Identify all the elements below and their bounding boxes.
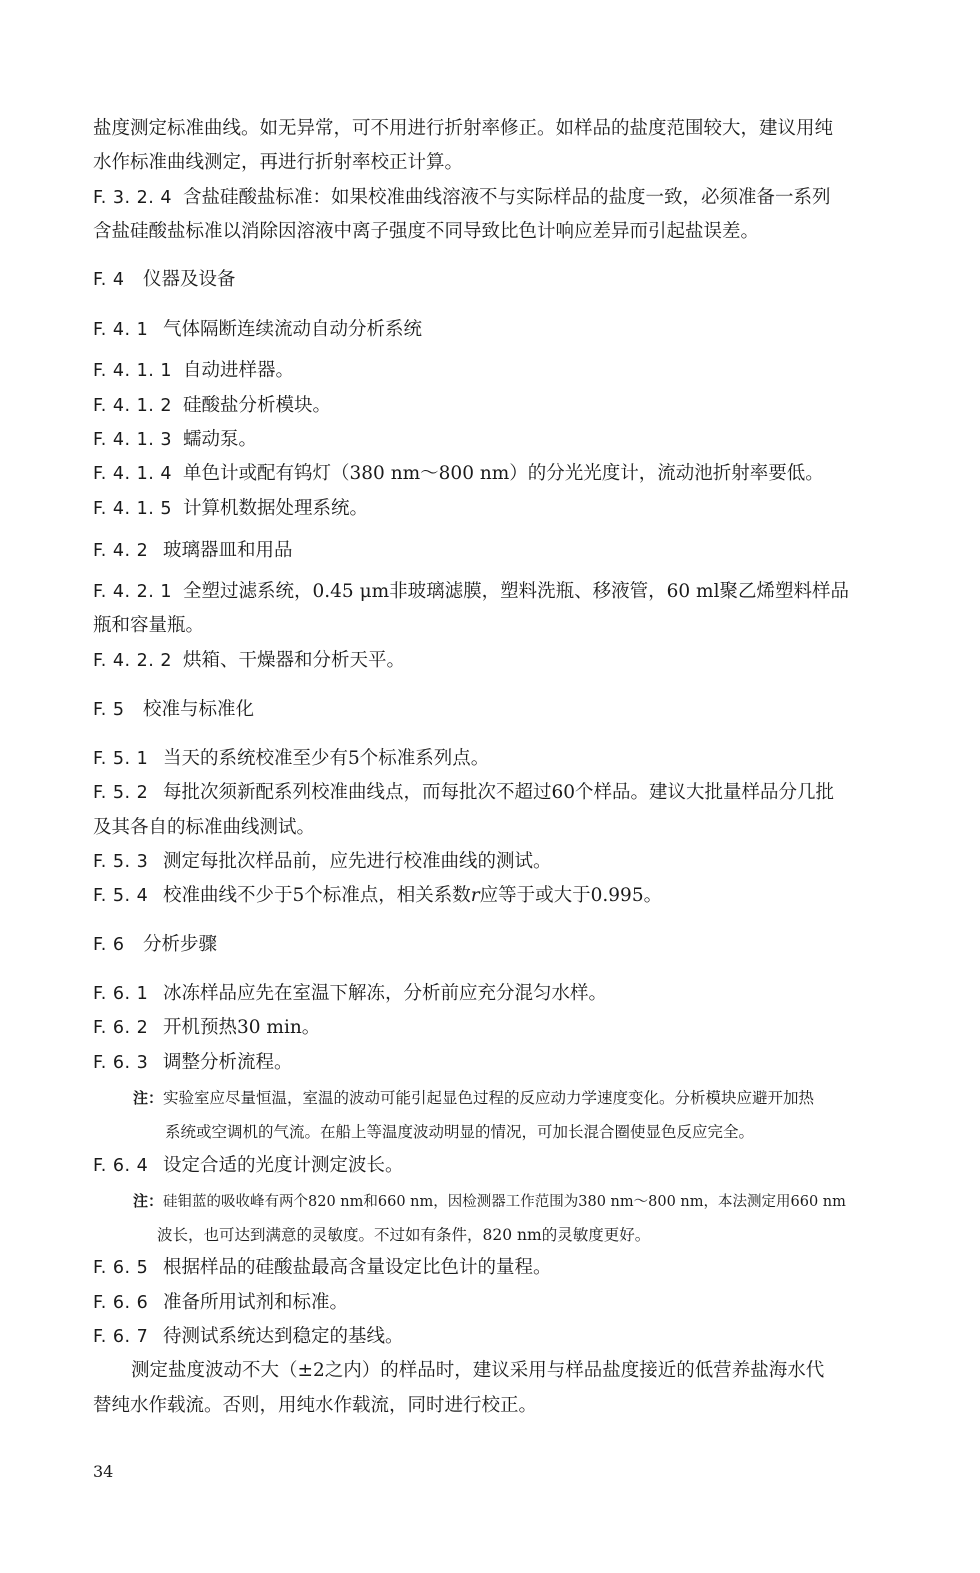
section-number: F. 4. 1: [93, 320, 149, 340]
clause-number: F. 6. 4: [93, 1156, 149, 1176]
section-number: F. 5: [93, 700, 125, 720]
clause-symbol-r: r: [470, 885, 480, 906]
subsection-heading-f4-1: [93, 318, 893, 342]
section-title: 校准与标准化: [143, 699, 255, 720]
section-heading-f4: [93, 268, 893, 292]
clause-number: F. 6. 7: [93, 1327, 149, 1347]
clause-text: 蠕动泵。: [183, 429, 258, 450]
note-2-line-2: 波长，也可达到满意的灵敏度。不过如有条件，820 nm的灵敏度更好。: [157, 1226, 651, 1244]
note-1-line-1: [133, 1087, 814, 1109]
clause-f4-1-3: [93, 428, 893, 452]
clause-number: F. 5. 2: [93, 783, 149, 803]
clause-number: F. 6. 5: [93, 1258, 149, 1278]
clause-f6-6: [93, 1291, 893, 1315]
clause-f3-2-4: [93, 186, 893, 210]
clause-f4-1-4: [93, 462, 893, 486]
clause-number: F. 6. 1: [93, 984, 149, 1004]
clause-text: 每批次须新配系列校准曲线点，而每批次不超过60个样品。建议大批量样品分几批: [163, 782, 835, 803]
clause-f5-3: [93, 850, 893, 874]
clause-f6-7: [93, 1325, 893, 1349]
page-number: 34: [93, 1462, 114, 1481]
clause-f5-4: [93, 884, 893, 908]
note-2-line-1: [133, 1190, 846, 1213]
paragraph-line: 含盐硅酸盐标准以消除因溶液中离子强度不同导致比色计响应差异而引起盐误差。: [93, 221, 760, 242]
clause-f6-4: [93, 1154, 893, 1178]
paragraph-line: 测定盐度波动不大（±2之内）的样品时，建议采用与样品盐度接近的低营养盐海水代: [131, 1360, 825, 1381]
clause-number: F. 6. 3: [93, 1053, 149, 1073]
clause-text: 校准曲线不少于5个标准点，相关系数: [163, 885, 471, 906]
section-heading-f6: [93, 933, 893, 957]
clause-number: F. 4. 2. 1: [93, 582, 173, 602]
clause-text: 冰冻样品应先在室温下解冻，分析前应充分混匀水样。: [163, 983, 608, 1004]
clause-text: 计算机数据处理系统。: [183, 498, 369, 519]
section-heading-f5: [93, 698, 893, 722]
clause-text: 设定合适的光度计测定波长。: [163, 1155, 404, 1176]
paragraph-line: 瓶和容量瓶。: [93, 615, 205, 636]
section-number: F. 4. 2: [93, 541, 149, 561]
note-text: 实验室应尽量恒温，室温的波动可能引起显色过程的反应动力学速度变化。分析模块应避开加热: [163, 1089, 815, 1107]
clause-number: F. 6. 6: [93, 1293, 149, 1313]
clause-number: F. 4. 1. 4: [93, 464, 173, 484]
note-1-line-2: 系统或空调机的气流。在船上等温度波动明显的情况，可加长混合圈使显色反应完全。: [165, 1123, 755, 1141]
note-label: 注：: [133, 1192, 164, 1210]
clause-number: F. 5. 3: [93, 852, 149, 872]
note-label: 注：: [133, 1089, 164, 1107]
clause-text: 含盐硅酸盐标准：如果校准曲线溶液不与实际样品的盐度一致，必须准备一系列: [183, 187, 831, 208]
clause-number: F. 4. 1. 2: [93, 396, 173, 416]
clause-number: F. 3. 2. 4: [93, 188, 173, 208]
clause-text: 烘箱、干燥器和分析天平。: [183, 650, 406, 671]
note-text: 硅钼蓝的吸收峰有两个820 nm和660 nm，因检测器工作范围为380 nm～800 nm，本法测定用660 nm: [163, 1194, 846, 1210]
clause-number: F. 4. 1. 1: [93, 361, 173, 381]
clause-text: 准备所用试剂和标准。: [163, 1292, 349, 1313]
clause-text: 开机预热30 min。: [163, 1017, 321, 1038]
clause-number: F. 4. 1. 5: [93, 499, 173, 519]
paragraph-line: 及其各自的标准曲线测试。: [93, 817, 316, 838]
section-title: 分析步骤: [143, 934, 218, 955]
clause-f6-2: [93, 1016, 893, 1040]
clause-f6-1: [93, 982, 893, 1006]
clause-text: 自动进样器。: [183, 360, 295, 381]
subsection-heading-f4-2: [93, 539, 893, 563]
clause-text: 测定每批次样品前，应先进行校准曲线的测试。: [163, 851, 552, 872]
section-number: F. 6: [93, 935, 125, 955]
clause-text: 待测试系统达到稳定的基线。: [163, 1326, 404, 1347]
clause-number: F. 4. 2. 2: [93, 651, 173, 671]
clause-f4-1-1: [93, 359, 893, 383]
clause-f5-2: [93, 781, 893, 805]
clause-text: 当天的系统校准至少有5个标准系列点。: [163, 748, 490, 769]
clause-f4-2-1: [93, 580, 893, 604]
clause-number: F. 4. 1. 3: [93, 430, 173, 450]
clause-f4-2-2: [93, 649, 893, 673]
clause-text: 全塑过滤系统，0.45 μm非玻璃滤膜，塑料洗瓶、移液管，60 ml聚乙烯塑料样品: [183, 581, 850, 602]
clause-number: F. 5. 1: [93, 749, 149, 769]
clause-f4-1-2: [93, 394, 893, 418]
paragraph-line: 水作标准曲线测定，再进行折射率校正计算。: [93, 152, 464, 173]
section-number: F. 4: [93, 270, 125, 290]
clause-number: F. 6. 2: [93, 1018, 149, 1038]
clause-text: 硅酸盐分析模块。: [183, 395, 332, 416]
clause-text: 应等于或大于0.995。: [479, 885, 663, 906]
clause-text: 根据样品的硅酸盐最高含量设定比色计的量程。: [163, 1257, 552, 1278]
clause-text: 调整分析流程。: [163, 1052, 293, 1073]
section-title: 玻璃器皿和用品: [163, 540, 293, 561]
clause-f6-5: [93, 1256, 893, 1280]
paragraph-line: 替纯水作载流。否则，用纯水作载流，同时进行校正。: [93, 1395, 538, 1416]
paragraph-line: 盐度测定标准曲线。如无异常，可不用进行折射率修正。如样品的盐度范围较大，建议用纯: [93, 118, 834, 139]
clause-f6-3: [93, 1051, 893, 1075]
clause-number: F. 5. 4: [93, 886, 149, 906]
section-title: 仪器及设备: [143, 269, 236, 290]
clause-f4-1-5: [93, 497, 893, 521]
clause-f5-1: [93, 747, 893, 771]
clause-text: 单色计或配有钨灯（380 nm～800 nm）的分光光度计，流动池折射率要低。: [183, 463, 824, 484]
section-title: 气体隔断连续流动自动分析系统: [163, 319, 423, 340]
